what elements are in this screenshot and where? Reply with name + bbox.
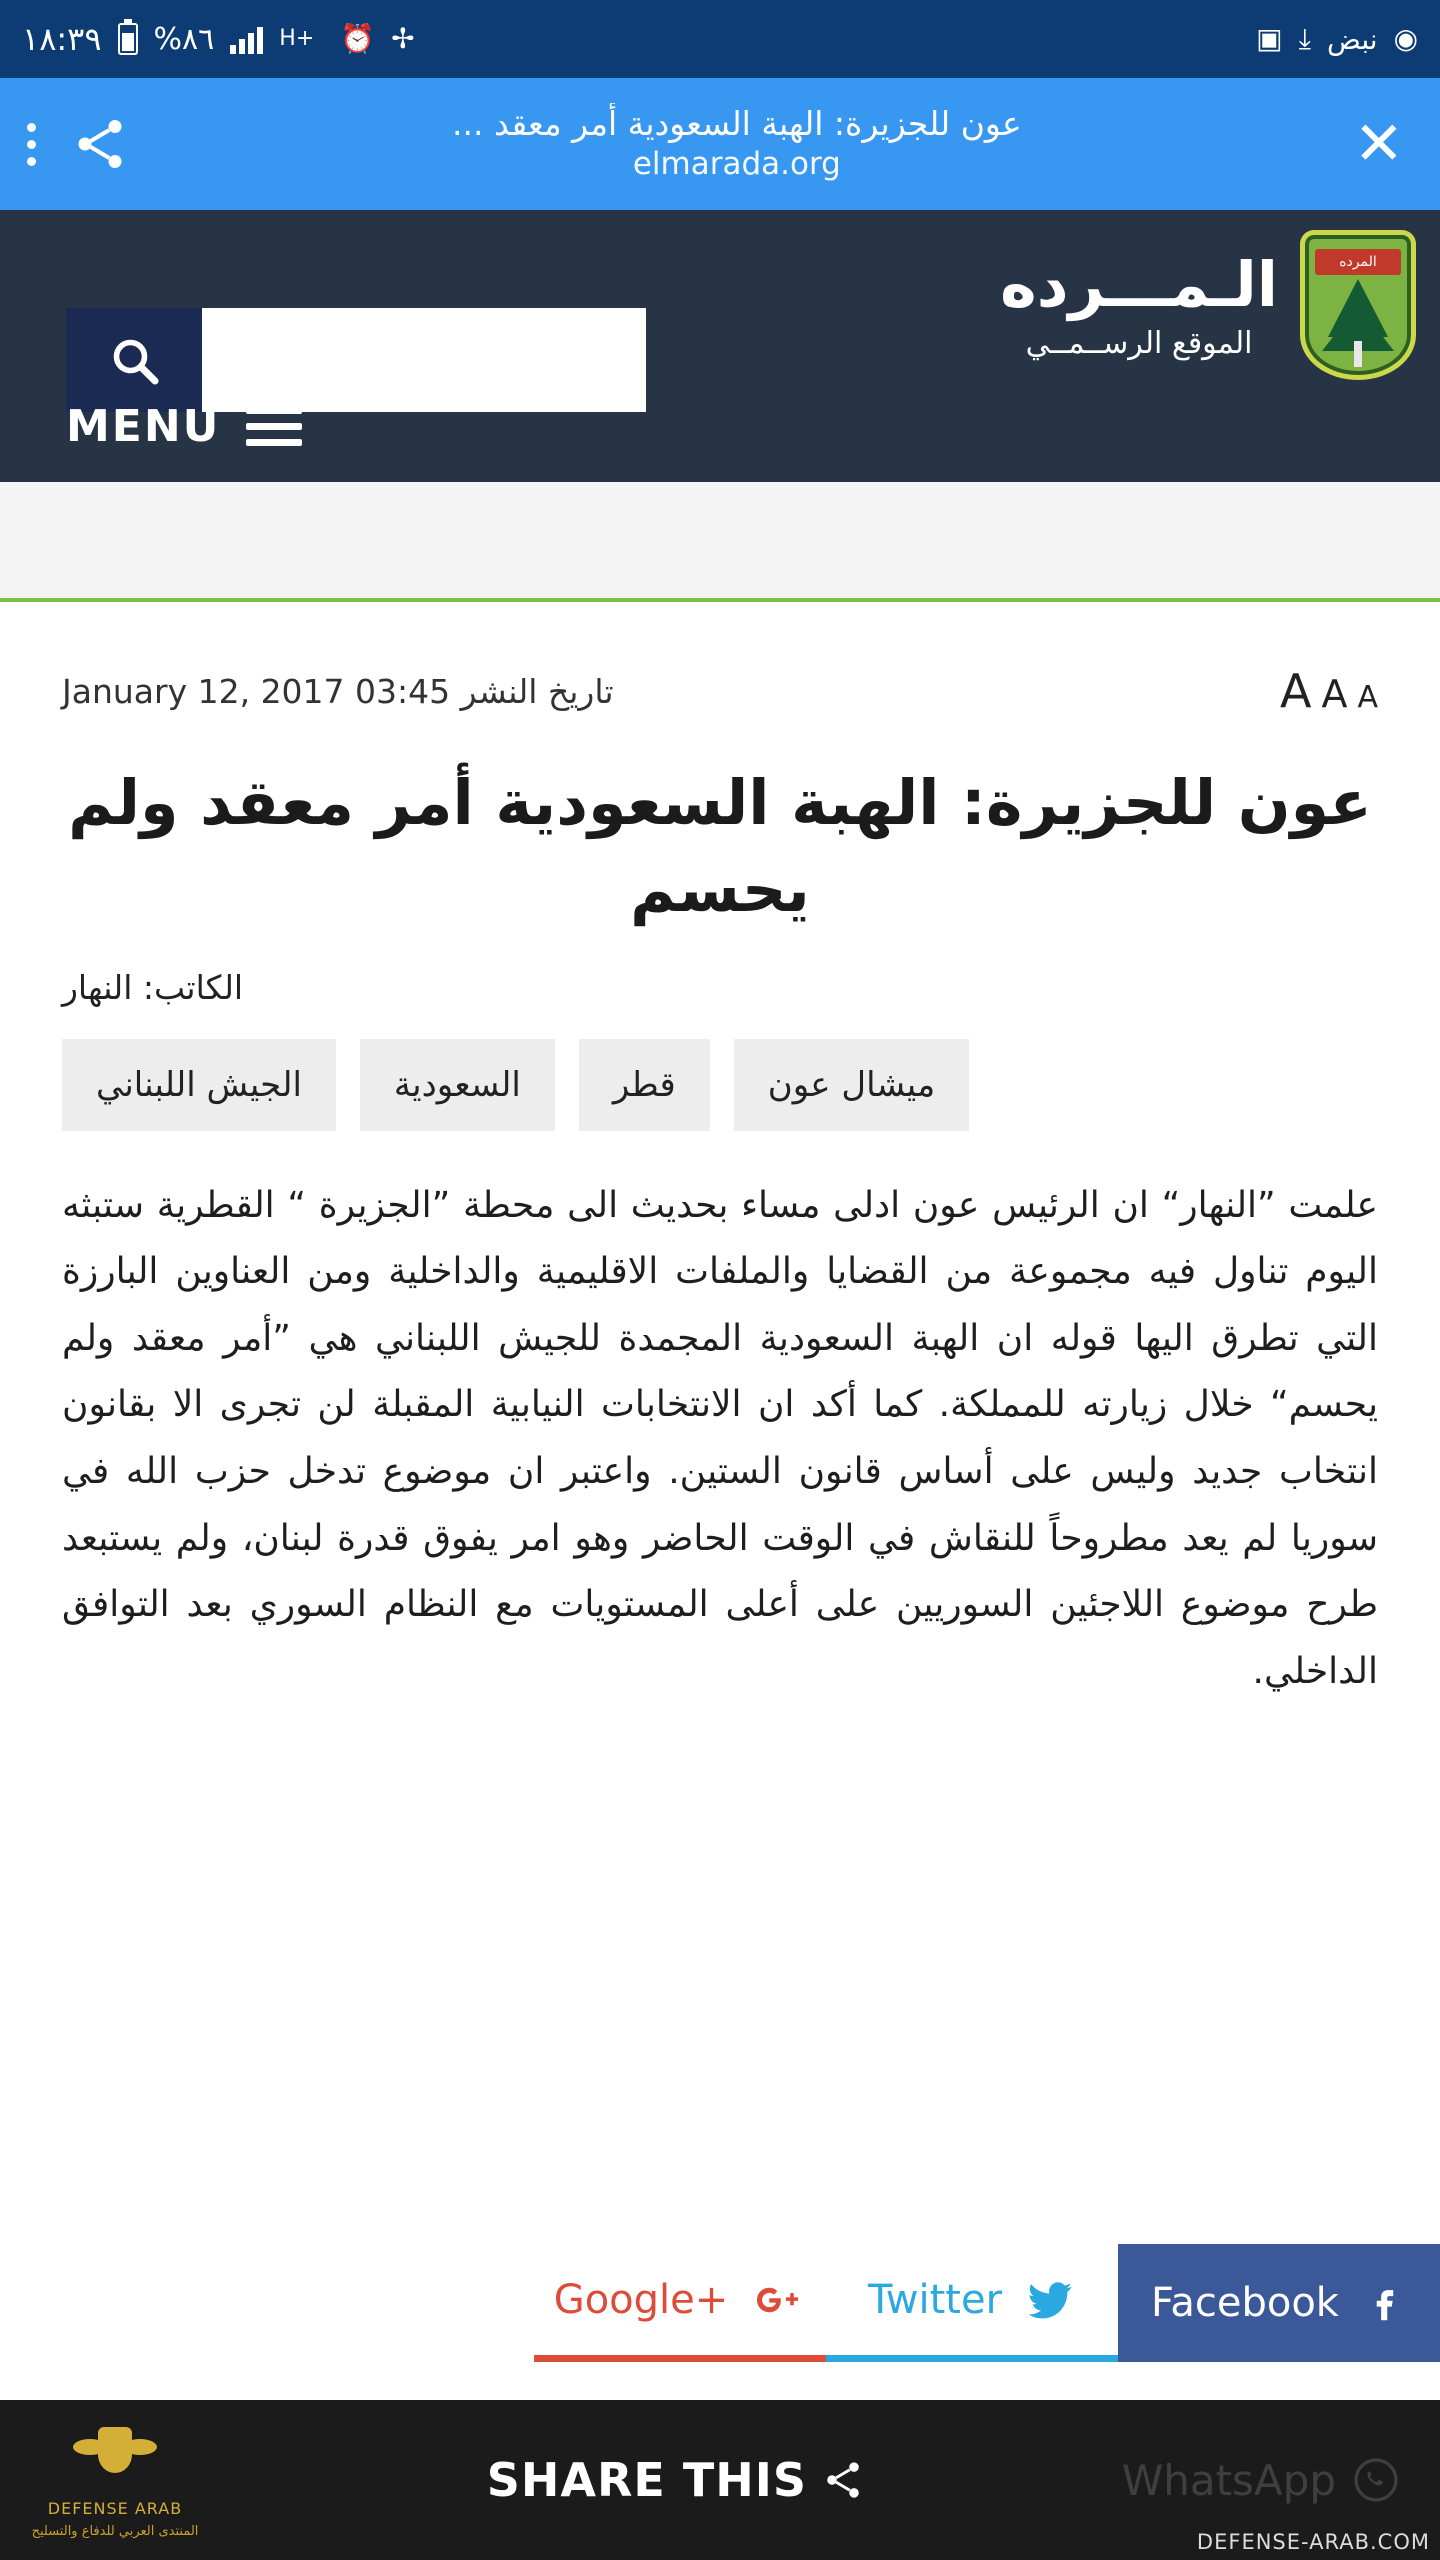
font-size-small[interactable]: A [1357, 680, 1378, 715]
status-bar-right-group [1256, 23, 1418, 56]
signal-icon [230, 24, 263, 54]
tag-list [62, 1039, 1378, 1131]
search-bar [66, 308, 646, 412]
browser-bar-left-controls [26, 114, 130, 174]
share-button-row [0, 2244, 1440, 2362]
bluetooth-icon: ✢ [391, 22, 415, 55]
site-logo-text [1000, 249, 1278, 361]
search-icon [106, 332, 162, 388]
site-title: الـمـــرده [1000, 247, 1278, 321]
share-twitter-label: Twitter [867, 2276, 1003, 2323]
facebook-icon [1361, 2280, 1407, 2326]
article-body: علمت ”النهار“ ان الرئيس عون ادلى مساء بحديث الى محطة ”الجزيرة “ القطرية ستبثه اليوم تناول فيه مجموعة من القضايا والملفات الاقليمية والداخلية ومن العناوين البارزة التي تطرق اليها قوله ان الهبة السعودية المجمدة للجيش اللبناني هي ”أمر معقد ولم يحسم“ خلال زيارته للمملكة. كما أكد ان الانتخابات النيابية المقبلة لن تجرى الا بقانون انتخاب جديد وليس على أساس قانون الستين. واعتبر ان موضوع تدخل حزب الله في سوريا لم يعد مطروحاً للنقاش في الوقت الحاضر وهو امر يفوق قدرة لبنان، ولم يستبعد طرح موضوع اللاجئين السوريين على أعلى المستويات مع النظام السوري بعد التوافق الداخلي. [62, 1184, 1378, 1692]
hplus-icon [279, 28, 324, 50]
share-google-plus-label: Google+ [553, 2276, 729, 2323]
twitter-icon [1024, 2274, 1076, 2326]
status-bar-left-group [22, 20, 415, 58]
tag-item[interactable]: قطر [579, 1039, 710, 1131]
close-icon[interactable]: ✕ [1353, 109, 1404, 179]
share-facebook-label: Facebook [1151, 2280, 1339, 2326]
share-this-label: SHARE THIS [486, 2453, 807, 2507]
font-size-large[interactable]: A [1280, 664, 1312, 718]
alarm-icon: ⏰ [340, 22, 376, 55]
menu-label: MENU [66, 401, 221, 452]
tag-item[interactable]: الجيش اللبناني [62, 1039, 336, 1131]
site-logo[interactable] [1000, 230, 1416, 380]
header-divider-strip [0, 482, 1440, 602]
share-facebook-button[interactable] [1118, 2244, 1440, 2362]
font-size-medium[interactable]: A [1321, 672, 1348, 716]
share-whatsapp-label: WhatsApp [1121, 2455, 1336, 2505]
whatsapp-icon [1352, 2456, 1400, 2504]
overflow-menu-icon[interactable] [26, 123, 36, 166]
marada-badge-icon [1300, 230, 1416, 380]
share-this-icon [821, 2458, 865, 2502]
in-app-browser-bar [0, 78, 1440, 210]
bottom-share-bar [0, 2400, 1440, 2560]
hamburger-icon [246, 407, 302, 446]
share-twitter-button[interactable] [826, 2244, 1118, 2362]
badge-banner-label: المرده [1339, 254, 1377, 270]
crest-icon [79, 2421, 151, 2493]
menu-button[interactable] [66, 401, 302, 452]
battery-percent-label: %٨٦ [153, 21, 215, 57]
tag-item[interactable]: ميشال عون [734, 1039, 970, 1131]
article-container [0, 602, 1440, 1705]
site-header [0, 210, 1440, 482]
tag-item[interactable]: السعودية [360, 1039, 555, 1131]
cedar-trunk-icon [1354, 341, 1362, 367]
article-meta-row [62, 602, 1378, 718]
browser-title-block [130, 103, 1344, 185]
share-whatsapp-button[interactable] [1122, 2456, 1440, 2505]
browser-url-label: elmarada.org [632, 146, 841, 183]
pulse-app-label: نبض [1327, 22, 1378, 56]
google-plus-icon [750, 2277, 806, 2323]
status-clock: ١٨:٣٩ [22, 20, 102, 58]
search-input[interactable] [202, 308, 646, 412]
screenshot-watermark: DEFENSE-ARAB.COM [1196, 2530, 1430, 2554]
forum-watermark-left [0, 2400, 230, 2560]
battery-icon [118, 23, 138, 55]
badge-banner [1315, 249, 1401, 275]
screenshot-icon: ▣ [1256, 22, 1283, 55]
share-this-button[interactable] [230, 2453, 1122, 2507]
article-byline: الكاتب: النهار [62, 967, 244, 1007]
site-subtitle: الموقع الرســمــي [1025, 326, 1253, 362]
watermark-subtitle: المنتدى العربي للدفاع والتسليح [31, 2524, 199, 2539]
share-google-plus-button[interactable] [534, 2244, 826, 2362]
page-title: عون للجزيرة: الهبة السعودية أمر معقد ولم يحسم [68, 766, 1372, 926]
publish-date: تاريخ النشر January 12, 2017 03:45 [62, 671, 614, 711]
search-button[interactable] [66, 308, 202, 412]
hplus-label: H+ [279, 26, 315, 51]
download-icon: ⤓ [1298, 22, 1312, 55]
whatsapp-icon: ◉ [1393, 22, 1418, 55]
font-size-control[interactable] [1280, 664, 1378, 718]
android-status-bar [0, 0, 1440, 78]
watermark-name: DEFENSE ARAB [47, 2499, 183, 2518]
share-icon[interactable] [70, 114, 130, 174]
browser-page-title: عون للجزيرة: الهبة السعودية أمر معقد ... [452, 104, 1022, 144]
